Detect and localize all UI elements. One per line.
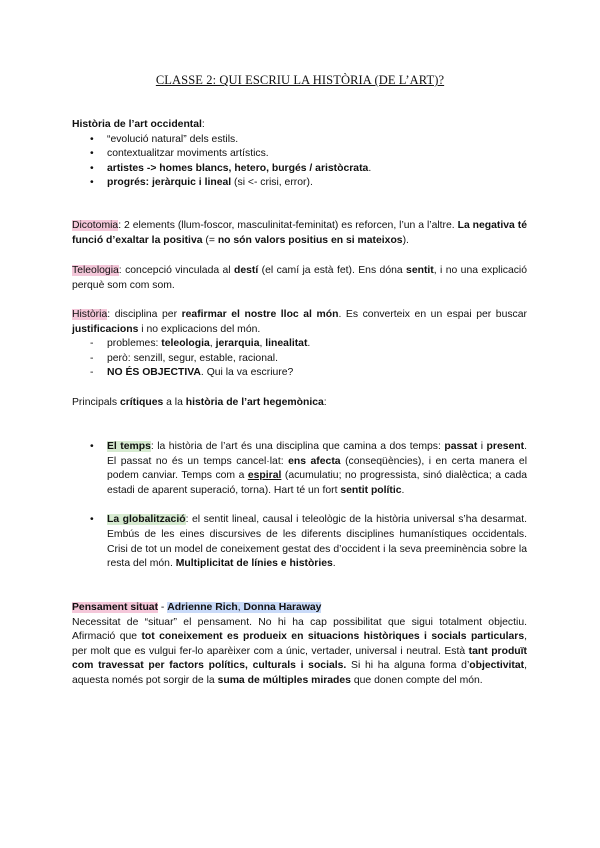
- page-title: CLASSE 2: QUI ESCRIU LA HISTÒRIA (DE L’ART)?: [155, 73, 445, 87]
- list-item-temps: [72, 440, 527, 498]
- bold-text: NO ÉS OBJECTIVA: [107, 367, 201, 379]
- paragraph-dicotomia: [72, 219, 527, 248]
- bold-text: ens afecta: [288, 455, 341, 467]
- paragraph-critiques: [72, 396, 527, 411]
- text: (conseqüències), i en certa manera el podem canviar. Temps com a: [107, 455, 528, 482]
- text: .: [307, 338, 311, 350]
- bullet-list: [72, 440, 527, 572]
- bold-text: sentit polític: [340, 484, 402, 496]
- paragraph-text: [72, 308, 527, 337]
- bold-text: crítiques: [119, 397, 164, 408]
- text: (el camí ja està fet). Ens dóna: [258, 265, 407, 276]
- text: , i no una explicació perquè som com som.: [72, 265, 528, 291]
- dash-list: [72, 337, 527, 381]
- text: : el sentit lineal, causal i teleològic de la història universal s’ha desarmat. Embús de les eines discursives de les diferents disciplines humanístiques occidentals. Crisi de tot un model de coneixement gestat des d’occident i la seva preeminència sobre la resta del món.: [107, 514, 527, 570]
- text: . Es converteix en un espai per buscar: [338, 309, 527, 320]
- text: : 2 elements (llum-foscor, masculinitat-feminitat) es reforcen, l’un a l’altre.: [118, 220, 458, 231]
- text: Principals: [72, 397, 120, 408]
- bold-text: sentit: [406, 265, 434, 276]
- text: (si <- crisi, error).: [231, 177, 313, 189]
- list-item: [72, 176, 527, 191]
- highlight-term: Història: [72, 309, 108, 320]
- highlight-term: La globalització: [107, 514, 186, 526]
- text: Si hi ha alguna forma d’: [346, 660, 470, 672]
- text: , aquesta només pot sorgir de la: [72, 660, 527, 686]
- text: : disciplina per: [107, 309, 182, 320]
- heading-line: [72, 601, 527, 616]
- section-art-history-western: [72, 118, 527, 191]
- bold-text: teleologia: [161, 338, 210, 350]
- bold-text: tant produït com travessat per factors polítics, culturals i socials.: [72, 645, 527, 672]
- bold-text: objectivitat: [469, 660, 525, 672]
- paragraph-historia: [72, 308, 527, 381]
- heading-text: Història de l’art occidental: [72, 119, 202, 130]
- bold-text: progrés: jeràrquic i lineal: [107, 177, 232, 189]
- bold-text: linealitat: [265, 338, 308, 350]
- text: ,: [259, 338, 266, 350]
- text: . Qui la va escriure?: [200, 367, 294, 379]
- paragraph-text: [107, 440, 527, 498]
- list-item: - però: senzill, segur, estable, racional.: [72, 352, 527, 367]
- bold-text: jerarquia: [215, 338, 260, 350]
- list-item: [72, 366, 527, 381]
- text: .: [368, 162, 372, 174]
- bold-text: Multiplicitat de línies e històries: [175, 558, 333, 570]
- list-item: • “evolució natural” dels estils.: [72, 133, 527, 148]
- text: .: [332, 558, 336, 570]
- bold-underlined-text: espiral: [247, 470, 282, 482]
- text: , per molt que es vulgui fer-lo aparèixer com a únic, vertader, universal i neutral. Està: [72, 631, 527, 657]
- highlight-term: Teleologia: [72, 265, 119, 276]
- paragraph-text: [72, 264, 527, 293]
- text: i no explicacions del món.: [138, 323, 261, 335]
- paragraph-text: [72, 396, 527, 411]
- author-name: Adrienne Rich: [167, 602, 238, 613]
- text: -: [158, 602, 168, 613]
- text: i: [477, 441, 487, 452]
- text: que donen compte del món.: [350, 674, 483, 686]
- text: .: [401, 484, 405, 496]
- bold-text: reafirmar el nostre lloc al món: [181, 309, 339, 320]
- list-item-globalitzacio: [72, 513, 527, 571]
- paragraph-pensament-situat: [72, 601, 527, 689]
- bullet-list: [72, 133, 527, 191]
- bold-text: justificacions: [72, 323, 139, 335]
- bold-text: destí: [234, 265, 259, 276]
- text: : la història de l’art és una disciplina que camina a dos temps:: [150, 441, 445, 452]
- highlight-term: Dicotomia: [72, 220, 119, 231]
- section-heading: [72, 118, 527, 133]
- text: . El passat no és un temps cancel·lat:: [107, 441, 527, 467]
- heading-colon: :: [201, 119, 205, 130]
- highlight-term: Pensament situat: [72, 602, 159, 613]
- list-item: [72, 162, 527, 177]
- paragraph-text: [72, 616, 527, 689]
- bold-text: tot coneixement es produeix en situacions històriques i socials particulars: [141, 631, 525, 643]
- text: Necessitat de “situar” el pensament. No hi ha cap possibilitat que sigui totalment objectiu. Afirmació que: [72, 616, 527, 643]
- bold-text: present: [486, 441, 525, 452]
- author-name: Donna Haraway: [243, 602, 322, 613]
- bold-text: no són valors positius en si mateixos: [217, 234, 403, 246]
- critiques-list: [72, 440, 527, 572]
- paragraph-text: [107, 513, 527, 571]
- list-item: • contextualitzar moviments artístics.: [72, 147, 527, 162]
- paragraph-text: [72, 219, 527, 248]
- bold-text: història de l’art hegemònica: [185, 397, 324, 408]
- text: (=: [202, 234, 218, 246]
- bold-text: La negativa té funció d’exaltar la positiva: [72, 220, 527, 246]
- paragraph-teleologia: [72, 264, 527, 293]
- bold-text: suma de múltiples mirades: [217, 674, 351, 686]
- text: :: [323, 397, 327, 408]
- text: ,: [237, 602, 244, 613]
- text: problemes:: [107, 338, 162, 350]
- text: : concepció vinculada al: [118, 265, 234, 276]
- text: ,: [209, 338, 216, 350]
- text: a la: [163, 397, 186, 408]
- bold-text: passat: [444, 441, 478, 452]
- highlight-term: El temps: [107, 441, 151, 452]
- text: (acumulatiu; no progressista, sinó dialèctica; a cada estadi de aparent superació, torna). Hart té un fort: [107, 470, 528, 496]
- bold-text: artistes -> homes blancs, hetero, burgés / aristòcrata: [107, 162, 369, 174]
- text: ).: [402, 234, 409, 246]
- list-item: [72, 337, 527, 352]
